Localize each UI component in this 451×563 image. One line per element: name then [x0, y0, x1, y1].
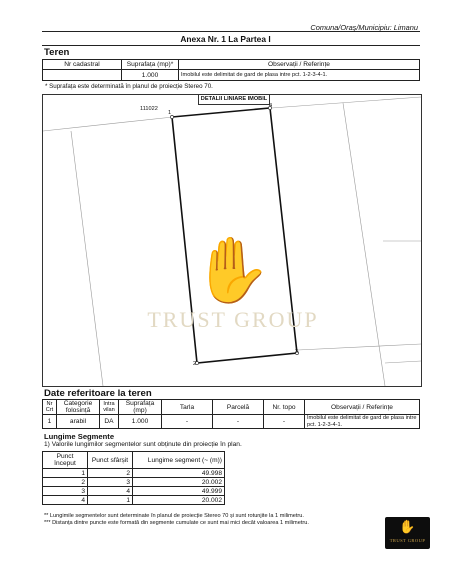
cell-nr: 1	[43, 415, 57, 429]
cell-start: 2	[43, 478, 88, 487]
watermark-text: TRUST GROUP	[147, 307, 319, 332]
col-nr-cadastral: Nr cadastral	[43, 60, 122, 70]
point-label-3: 3	[295, 349, 299, 355]
col-observatii-teren: Observații / Referințe	[305, 400, 420, 415]
segmente-subheading: 1) Valorile lungimilor segmentelor sunt obținute din proiecție în plan.	[44, 441, 242, 448]
cell-end: 4	[88, 487, 133, 496]
title-divider	[42, 45, 420, 46]
table-row	[43, 478, 225, 487]
col-punct-sfarsit: Punct sfârșit	[88, 452, 133, 469]
col-parcela: Parcelă	[213, 400, 264, 415]
cell-suprafata-teren: 1.000	[119, 415, 162, 429]
cell-intravilan: DA	[100, 415, 119, 429]
trust-group-logo	[385, 517, 430, 549]
cell-end: 2	[88, 469, 133, 478]
point-label-2: 2	[193, 361, 197, 367]
col-categorie: Categorie folosință	[57, 400, 100, 415]
table-row	[43, 496, 225, 505]
cell-tarla: -	[162, 415, 213, 429]
cell-observatii-teren: Imobilul este delimitat de gard de plasa intre pct. 1-2-3-4-1.	[305, 415, 420, 429]
teren-footnote: * Suprafața este determinată în planul de proiecție Stereo 70.	[45, 83, 213, 90]
cell-length: 20.002	[133, 478, 225, 487]
table-row	[43, 469, 225, 478]
col-suprafata-mp: Suprafața (mp)	[119, 400, 162, 415]
cell-start: 4	[43, 496, 88, 505]
watermark-handshake-icon: ✋	[192, 235, 274, 306]
document-title: Anexa Nr. 1 La Partea I	[180, 34, 271, 44]
plan-frame	[42, 94, 422, 387]
col-lungime: Lungime segment (~ (m))	[133, 452, 225, 469]
cell-start: 3	[43, 487, 88, 496]
point-label-1: 1	[168, 110, 172, 116]
teren-heading: Teren	[44, 47, 70, 58]
parcel-id-label: 111022	[140, 106, 158, 112]
segmente-note-1: ** Lungimile segmentelor sunt determinate în planul de proiecție Stereo 70 și sunt rotunjite la 1 milimetru.	[44, 513, 304, 519]
cell-nr-cadastral	[43, 70, 122, 81]
segmente-table	[42, 451, 225, 505]
cell-end: 3	[88, 478, 133, 487]
table-row	[43, 487, 225, 496]
date-teren-heading: Date referitoare la teren	[44, 388, 152, 399]
col-nr-topo: Nr. topo	[264, 400, 305, 415]
header-divider	[42, 31, 420, 32]
plan-label: DETALII LINIARE IMOBIL	[198, 95, 270, 105]
cell-start: 1	[43, 469, 88, 478]
col-punct-inceput: Punct început	[43, 452, 88, 469]
cell-length: 49.999	[133, 487, 225, 496]
handshake-icon: ✋	[399, 519, 416, 534]
cell-suprafata: 1.000	[122, 70, 179, 81]
cell-categorie: arabil	[57, 415, 100, 429]
cell-parcela: -	[213, 415, 264, 429]
col-suprafata: Suprafața (mp)*	[122, 60, 179, 70]
teren-table	[42, 59, 420, 81]
cell-length: 49.998	[133, 469, 225, 478]
date-teren-table	[42, 399, 420, 429]
col-intravilan: Intra vilan	[100, 400, 119, 415]
cell-observatii: Imobilul este delimitat de gard de plasa intre pct. 1-2-3-4-1.	[179, 70, 420, 81]
cell-length: 20.002	[133, 496, 225, 505]
logo-text: TRUST GROUP	[389, 538, 426, 543]
cell-nr-topo: -	[264, 415, 305, 429]
segmente-heading: Lungime Segmente	[44, 432, 115, 441]
col-nr-crt: Nr Crt	[43, 400, 57, 415]
segmente-note-2: *** Distanța dintre puncte este formată din segmente cumulate ce sunt mai mici decât valoarea 1 milimetru.	[44, 520, 309, 526]
point-label-4: 4	[269, 103, 273, 109]
location-header: Comuna/Oraș/Municipiu: Limanu	[310, 23, 418, 32]
cell-end: 1	[88, 496, 133, 505]
col-tarla: Tarla	[162, 400, 213, 415]
col-observatii: Observații / Referințe	[179, 60, 420, 70]
